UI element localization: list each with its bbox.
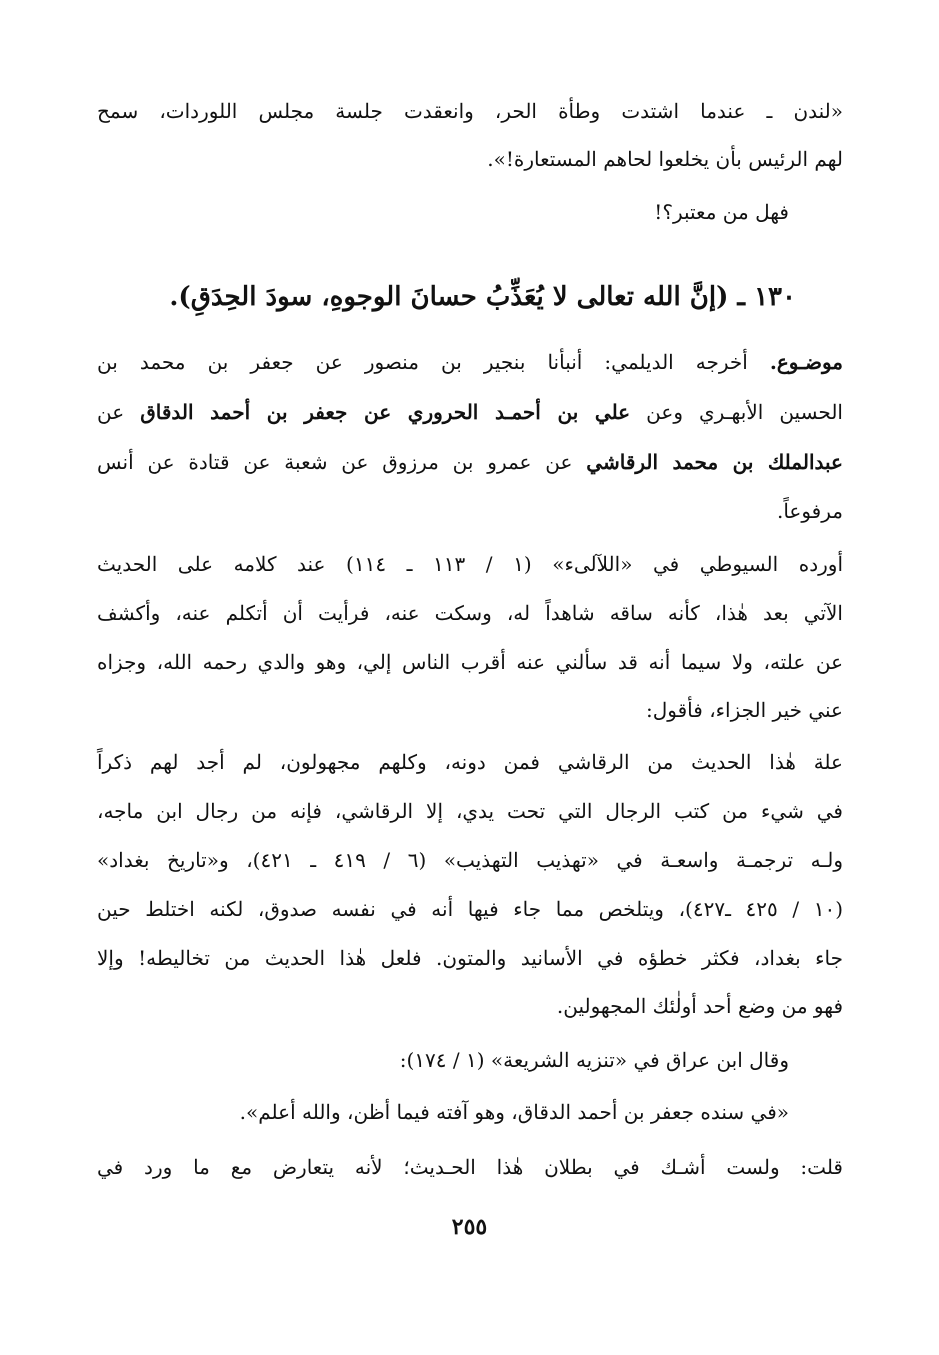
text-line-15: (١٠ / ٤٢٥ ـ٤٢٧)، ويتلخص مما جاء فيها أنه في نفسه صدوق، لكنه اختلط حين (97, 897, 844, 921)
text-line-12: علة هٰذا الحديث من الرقاشي فمن دونه، وكلهم مجهولون، لم أجد لهم ذكراً (97, 750, 843, 774)
narrator-chain-bold: علي بن أحمـد الحروري عن جعفر بن أحمد الدقاق (140, 400, 631, 424)
text-line-8: أورده السيوطي في «اللآلىء» (١ / ١١٣ ـ ١١٤) عند كلامه على الحديث (97, 552, 844, 576)
text-line-10: عن علته، ولا سيما أنه قد سألني عنه أقرب الناس إلي، وهو والدي رحمه الله، وجزاه (97, 650, 843, 674)
text-segment: عن (97, 400, 125, 424)
text-line-5 (97, 398, 843, 426)
text-line-18: وقال ابن عراق في «تنزيه الشريعة» (١ / ١٧٤): (399, 1048, 789, 1072)
text-line-11: عني خير الجزاء، فأقول: (646, 698, 843, 722)
narrator-name-bold: عبدالملك بن محمد الرقاشي (586, 450, 843, 474)
text-line-6 (97, 448, 843, 476)
text-line-19: «في سنده جعفر بن أحمد الدقاق، وهو آفته فيما أظن، والله أعلم». (239, 1100, 789, 1124)
text-line-2: لهم الرئيس بأن يخلعوا لحاهم المستعارة!». (487, 147, 843, 171)
text-line-1: «لندن ـ عندما اشتدت وطأة الحر، وانعقدت جلسة مجلس اللوردات، سمح (97, 99, 843, 123)
text-line-13: في شيء من كتب الرجال التي تحت يدي، إلا الرقاشي، فإنه من رجال ابن ماجه، (97, 799, 843, 823)
text-line-16: جاء بغداد، فكثر خطؤه في الأسانيد والمتون. فلعل هٰذا الحديث من تخاليطه! وإلا (97, 946, 843, 970)
text-line-7: مرفوعاً. (776, 499, 843, 523)
hadith-heading: ١٣٠ ـ (إنَّ الله تعالى لا يُعَذِّبُ حسانَ الوجوهِ، سودَ الحِدَقِ). (169, 282, 796, 312)
page-number: ٢٥٥ (451, 1214, 488, 1240)
text-segment: الحسين الأبهـري وعن (646, 400, 843, 424)
text-line-20: قلت: ولست أشـك في بطلان هٰذا الحـديث؛ لأنه يتعارض مع ما ورد في (97, 1155, 843, 1179)
text-line-9: الآتي بعد هٰذا، كأنه ساقه شاهداً له، وسكت عنه، فرأيت أن أتكلم عنه، وأكشف (97, 601, 843, 625)
text-segment: عن عمرو بن مرزوق عن شعبة عن قتادة عن أنس (97, 450, 573, 474)
grade-label: موضـوع. (769, 350, 843, 374)
text-segment: أخرجه الديلمي: أنبأنا بنجير بن منصور عن جعفر بن محمد بن (97, 350, 748, 374)
text-line-3: فهل من معتبر؟! (654, 200, 789, 224)
text-line-4 (97, 348, 843, 376)
text-line-17: فهو من وضع أحد أولٰئك المجهولين. (556, 994, 843, 1018)
text-line-14: ولـه ترجمـة واسعـة في «تهذيب التهذيب» (٦ / ٤١٩ ـ ٤٢١)، و«تاريخ بغداد» (97, 848, 843, 872)
